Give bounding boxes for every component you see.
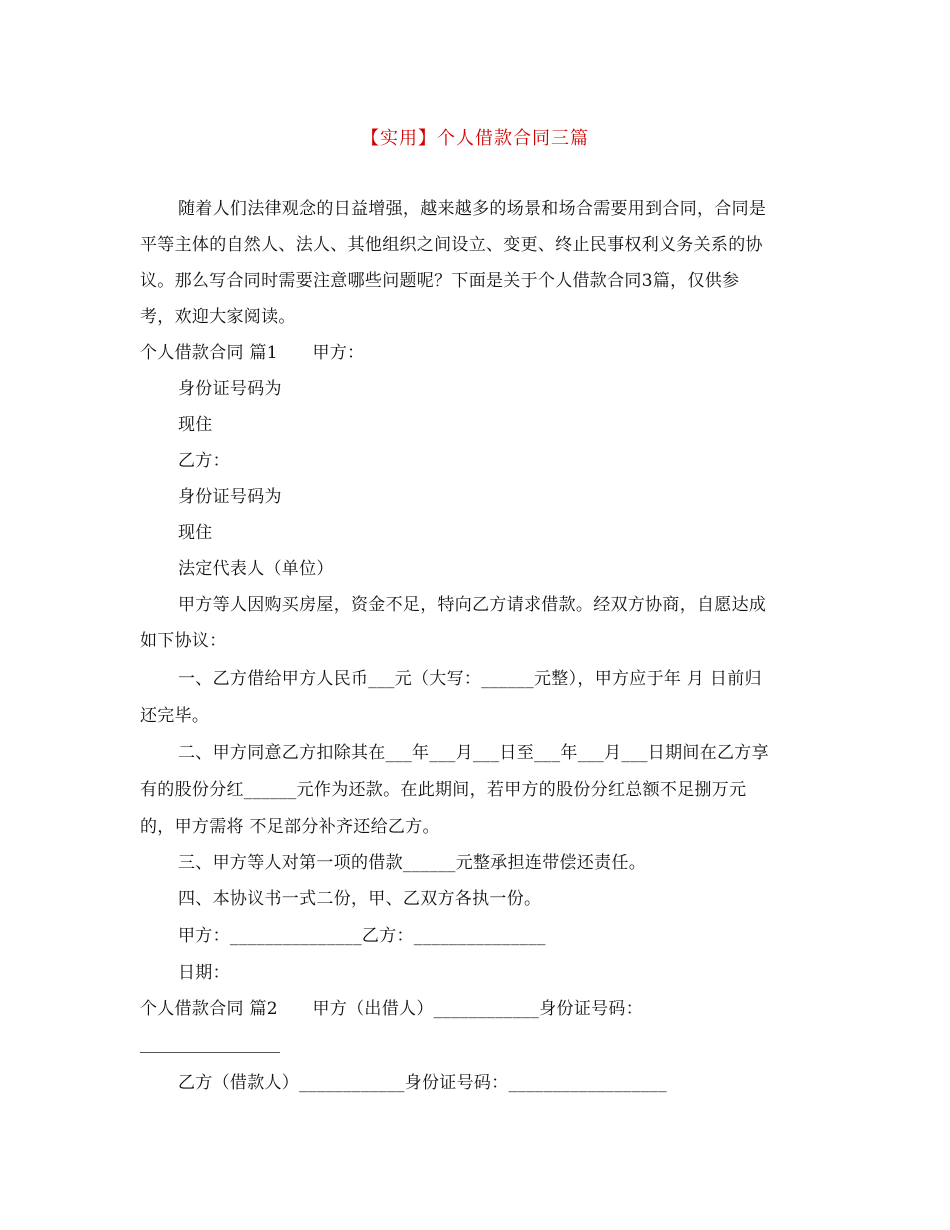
- contract1-line: 现住: [178, 415, 213, 435]
- contract1-line: 三、甲方等人对第一项的借款______元整承担连带偿还责任。: [178, 853, 646, 873]
- document-title: 【实用】个人借款合同三篇: [361, 128, 589, 149]
- contract1-line: 现住: [178, 523, 213, 543]
- contract1-date-line: 日期：: [178, 963, 230, 983]
- intro-line-2: 平等主体的自然人、法人、其他组织之间设立、变更、终止民事权利义务关系的协: [140, 235, 763, 255]
- contract1-line: 甲方等人因购买房屋，资金不足，特向乙方请求借款。经双方协商，自愿达成: [178, 595, 767, 615]
- contract1-line: 的，甲方需将 不足部分补齐还给乙方。: [140, 817, 440, 837]
- contract1-heading: 个人借款合同 篇1 甲方：: [140, 343, 365, 363]
- contract1-line: 法定代表人（单位）: [178, 559, 334, 579]
- blank-underline: [140, 1052, 280, 1053]
- intro-line-1: 随着人们法律观念的日益增强，越来越多的场景和场合需要用到合同，合同是: [178, 199, 767, 219]
- contract1-line: 身份证号码为: [178, 487, 282, 507]
- contract1-line: 有的股份分红______元作为还款。在此期间，若甲方的股份分红总额不足捌万元: [140, 780, 747, 800]
- contract1-line: 身份证号码为: [178, 379, 282, 399]
- intro-line-4: 考，欢迎大家阅读。: [140, 307, 296, 327]
- contract1-signature-line: 甲方：_______________乙方：_______________: [178, 926, 546, 946]
- contract1-line: 如下协议：: [140, 631, 227, 651]
- contract1-line: 二、甲方同意乙方扣除其在___年___月___日至___年___月___日期间在乙方享: [178, 743, 769, 763]
- contract1-line: 一、乙方借给甲方人民币___元（大写：______元整），甲方应于年 月 日前归: [178, 669, 762, 689]
- intro-line-3: 议。那么写合同时需要注意哪些问题呢？下面是关于个人借款合同3篇，仅供参: [140, 271, 740, 291]
- contract1-line: 四、本协议书一式二份，甲、乙双方各执一份。: [178, 889, 542, 909]
- contract1-line: 乙方：: [178, 451, 230, 471]
- contract1-line: 还完毕。: [140, 706, 210, 726]
- contract2-line: 乙方（借款人）____________身份证号码：__________________: [178, 1073, 667, 1093]
- contract2-heading: 个人借款合同 篇2 甲方（出借人）____________身份证号码：: [140, 999, 644, 1019]
